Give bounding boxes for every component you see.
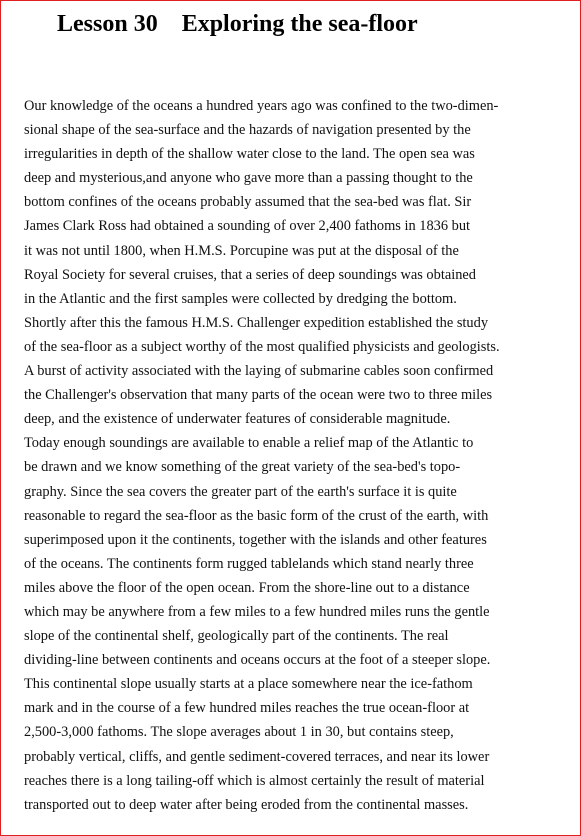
body-text [24,94,574,817]
text-line: Shortly after this the famous H.M.S. Challenger expedition established the study [24,314,489,331]
text-line: superimposed upon it the continents, together with the islands and other features [24,531,487,548]
text-line: Today enough soundings are available to enable a relief map of the Atlantic to [24,435,474,452]
text-line: deep, and the existence of underwater features of considerable magnitude. [24,411,451,428]
text-line: Royal Society for several cruises, that a series of deep soundings was obtained [24,266,476,283]
text-line: reasonable to regard the sea-floor as the basic form of the crust of the earth, with [24,507,489,524]
text-line: probably vertical, cliffs, and gentle sediment-covered terraces, and near its lower [24,748,490,765]
text-line: which may be anywhere from a few miles to a few hundred miles runs the gentle [24,603,490,620]
text-line: sional shape of the sea-surface and the hazards of navigation presented by the [24,122,471,139]
text-line: bottom confines of the oceans probably assumed that the sea-bed was flat. Sir [24,194,472,211]
text-line: slope of the continental shelf, geologically part of the continents. The real [24,628,449,645]
text-line: of the oceans. The continents form rugged tablelands which stand nearly three [24,555,474,572]
lesson-title: Lesson 30 Exploring the sea-floor [57,11,418,37]
text-line: of the sea-floor as a subject worthy of the most qualified physicists and geologists. [24,338,500,355]
text-line: the Challenger's observation that many parts of the ocean were two to three miles [24,387,493,404]
text-line: irregularities in depth of the shallow water close to the land. The open sea was [24,146,475,163]
text-line: This continental slope usually starts at a place somewhere near the ice-fathom [24,676,473,693]
text-line: miles above the floor of the open ocean. From the shore-line out to a distance [24,579,470,596]
text-line: 2,500-3,000 fathoms. The slope averages about 1 in 30, but contains steep, [24,724,454,741]
text-line: dividing-line between continents and oceans occurs at the foot of a steeper slope. [24,652,491,669]
text-line: it was not until 1800, when H.M.S. Porcupine was put at the disposal of the [24,242,459,259]
text-line: be drawn and we know something of the great variety of the sea-bed's topo- [24,459,461,476]
text-line: James Clark Ross had obtained a sounding of over 2,400 fathoms in 1836 but [24,218,471,235]
text-line: mark and in the course of a few hundred miles reaches the true ocean-floor at [24,700,470,717]
text-line: deep and mysterious,and anyone who gave more than a passing thought to the [24,170,473,187]
text-line: Our knowledge of the oceans a hundred years ago was confined to the two-dimen- [24,98,499,114]
text-line: reaches there is a long tailing-off which is almost certainly the result of material [24,772,485,789]
text-line: transported out to deep water after being eroded from the continental masses. [24,796,469,813]
text-line: in the Atlantic and the first samples were collected by dredging the bottom. [24,290,457,307]
text-line: A burst of activity associated with the laying of submarine cables soon confirmed [24,363,494,380]
text-line: graphy. Since the sea covers the greater part of the earth's surface it is quite [24,483,457,500]
